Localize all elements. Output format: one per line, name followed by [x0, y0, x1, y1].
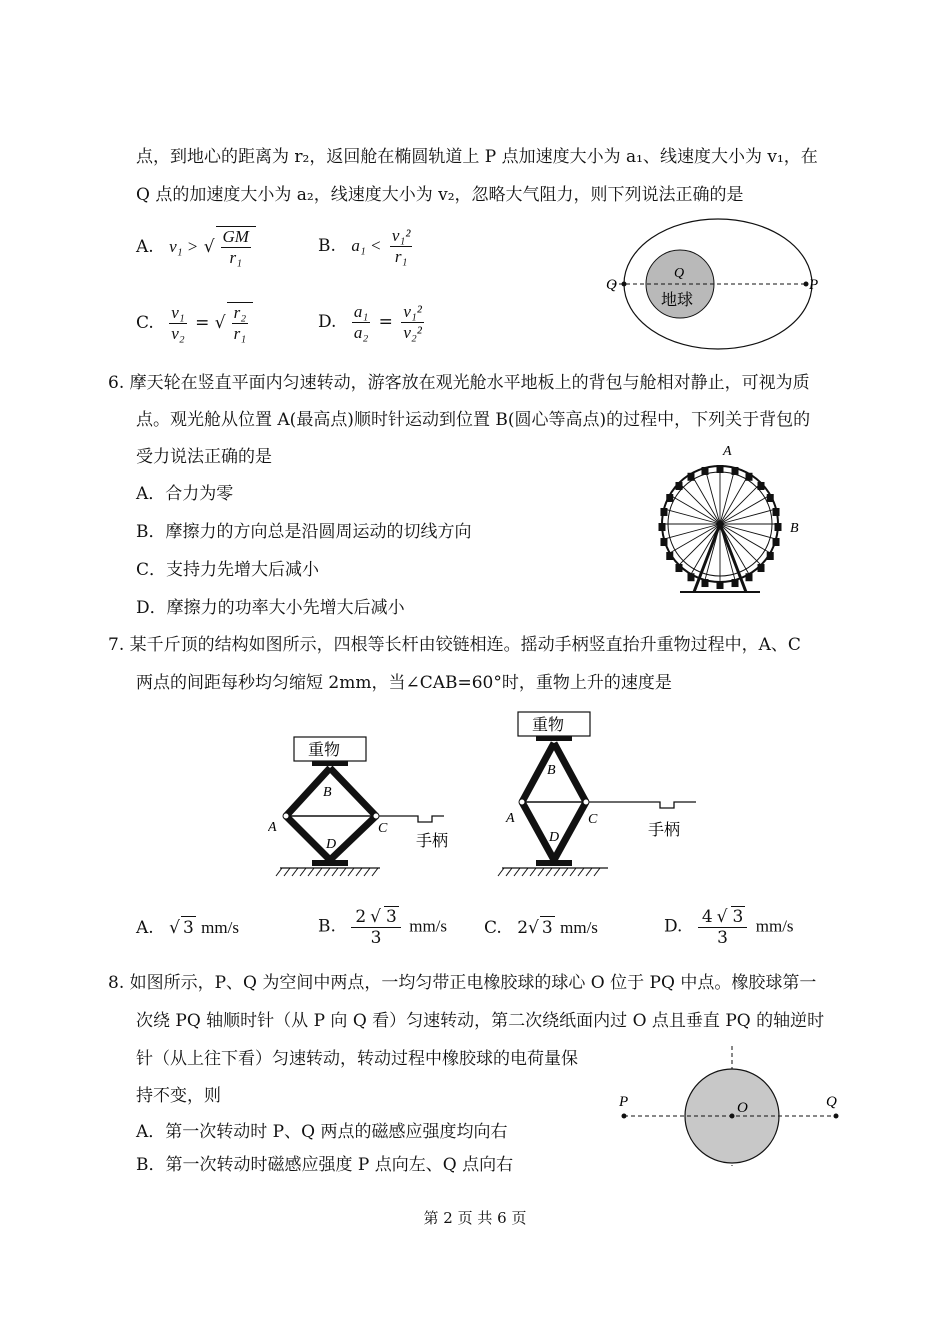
gondola: [666, 494, 673, 502]
equals-sign: =: [378, 312, 393, 332]
hatch-mark: [554, 868, 560, 876]
option-label: C.: [136, 313, 154, 333]
q7-option-a[interactable]: A. √ 3 mm/s: [136, 918, 239, 938]
gondola: [675, 564, 682, 572]
point-p-dot: [804, 282, 809, 287]
hatch-mark: [316, 868, 322, 876]
gondola: [675, 482, 682, 490]
fraction-numerator: v₁: [171, 303, 185, 322]
point-q-dot: [834, 1114, 839, 1119]
hinge-a: [283, 813, 289, 819]
ground-hatching: [276, 868, 600, 876]
gondola: [758, 564, 765, 572]
q8-option-b[interactable]: B．第一次转动时磁感应强度 P 点向左、Q 点向右: [136, 1155, 514, 1175]
fraction-denominator: v₂²: [403, 323, 422, 342]
gondola: [660, 538, 667, 546]
fraction-numerator: a₁: [353, 302, 369, 321]
hatch-mark: [570, 868, 576, 876]
gondola: [701, 579, 708, 587]
unit: mm/s: [560, 918, 598, 937]
q6-line-1: 6. 摩天轮在竖直平面内匀速转动，游客放在观光舱水平地板上的背包与舱相对静止，可视为质: [108, 373, 810, 393]
fraction-numerator: r₂: [233, 303, 247, 322]
wheel-spoke: [720, 509, 776, 524]
option-label: D.: [664, 916, 683, 937]
q7-option-c[interactable]: C. 2√ 3 mm/s: [484, 918, 598, 938]
fraction-denominator: r₁: [233, 324, 247, 343]
coefficient: 4: [701, 907, 713, 927]
hatch-mark: [522, 868, 528, 876]
point-q-dot: [622, 282, 627, 287]
q8-line-4: 持不变，则: [136, 1086, 221, 1106]
label-q-left: Q: [606, 277, 617, 293]
q7-option-b[interactable]: B. $\frac{2 √ 3}{3}$ mm/s: [318, 907, 448, 948]
hatch-mark: [498, 868, 504, 876]
hatch-mark: [300, 868, 306, 876]
label-d: D: [549, 830, 560, 845]
wheel-spoke: [664, 524, 720, 539]
label-a: A: [506, 811, 515, 826]
unit: mm/s: [409, 916, 448, 936]
option-label: A.: [136, 237, 154, 257]
hatch-mark: [562, 868, 568, 876]
ferris-wheel: [659, 465, 782, 592]
option-label: A.: [136, 918, 154, 938]
gondola: [767, 552, 774, 560]
q8-line-2: 次绕 PQ 轴顺时针（从 P 向 Q 看）匀速转动，第二次绕纸面内过 O 点且垂直 PQ 的轴逆时: [136, 1011, 825, 1031]
jack-left: [268, 737, 448, 868]
gondola: [767, 494, 774, 502]
hatch-mark: [332, 868, 338, 876]
q6-option-d[interactable]: D．摩擦力的功率大小先增大后减小: [136, 598, 405, 618]
jack-figure: [268, 708, 708, 880]
fraction-denominator: r₁: [394, 247, 408, 266]
equals-sign: =: [195, 313, 210, 333]
gondola: [746, 573, 753, 581]
rod: [330, 816, 376, 860]
option-lhs: v₁ >: [169, 237, 199, 256]
hatch-mark: [284, 868, 290, 876]
option-label: C.: [484, 918, 502, 938]
base-plate: [312, 860, 348, 866]
gondola: [666, 552, 673, 560]
fraction-denominator: 3: [370, 928, 382, 948]
q6-line-3: 受力说法正确的是: [136, 447, 272, 467]
rod: [554, 743, 586, 802]
q5-option-c[interactable]: C. $\frac{\text{v₁}}{\text{v₂}}$ = √ $\frac{\text{r₂}}{\text{r₁}}$: [136, 302, 253, 344]
gondola: [717, 465, 724, 473]
q7-line-1: 7. 某千斤顶的结构如图所示，四根等长杆由铰链相连。摇动手柄竖直抬升重物过程中，A、C: [108, 635, 801, 655]
label-handle: 手柄: [648, 822, 681, 839]
gondola: [775, 523, 782, 531]
top-plate: [312, 761, 348, 766]
ferris-wheel-figure: [650, 440, 810, 600]
q6-option-a[interactable]: A．合力为零: [136, 484, 234, 504]
q8-line-1: 8. 如图所示，P、Q 为空间中两点，一均匀带正电橡胶球的球心 O 位于 PQ 中点。橡胶球第一: [108, 973, 817, 993]
hatch-mark: [538, 868, 544, 876]
gondola: [701, 467, 708, 475]
label-b: B: [323, 785, 332, 800]
fraction-numerator: v₁²: [403, 302, 422, 321]
gondola: [688, 473, 695, 481]
fraction-denominator: a₂: [353, 323, 369, 342]
wheel-spoke: [720, 468, 735, 524]
option-label: B.: [318, 916, 336, 937]
label-p: P: [619, 1094, 629, 1110]
label-c: C: [378, 821, 388, 836]
hatch-mark: [530, 868, 536, 876]
rod: [330, 768, 376, 816]
hub: [717, 521, 723, 527]
q7-line-2: 两点的间距每秒均匀缩短 2mm，当∠CAB=60°时，重物上升的速度是: [136, 673, 672, 693]
gondola: [773, 538, 780, 546]
radicand: 3: [541, 918, 553, 938]
label-p: P: [809, 277, 819, 293]
q5-option-b[interactable]: [318, 226, 415, 267]
q8-option-a[interactable]: A．第一次转动时 P、Q 两点的磁感应强度均向右: [136, 1122, 508, 1142]
option-label: B.: [318, 236, 336, 256]
q8-line-3: 针（从上往下看）匀速转动，转动过程中橡胶球的电荷量保: [136, 1049, 578, 1069]
orbit-figure: [606, 212, 826, 358]
hatch-mark: [514, 868, 520, 876]
wheel-spoke: [705, 468, 720, 524]
label-q: Q: [826, 1094, 837, 1110]
q6-line-2: 点。观光舱从位置 A(最高点)顺时针运动到位置 B(圆心等高点)的过程中，下列关于背包的: [136, 410, 811, 430]
gondola: [746, 473, 753, 481]
q6-option-c[interactable]: C．支持力先增大后减小: [136, 560, 320, 580]
hatch-mark: [546, 868, 552, 876]
q5-line-1: 点，到地心的距离为 r₂，返回舱在椭圆轨道上 P 点加速度大小为 a₁、线速度大小为 v₁，在: [136, 147, 818, 167]
label-handle: 手柄: [416, 833, 449, 850]
q6-option-b[interactable]: B．摩擦力的方向总是沿圆周运动的切线方向: [136, 522, 472, 542]
label-weight: 重物: [532, 717, 565, 734]
unit: mm/s: [755, 916, 794, 936]
coefficient: 2: [355, 907, 367, 927]
label-b: B: [547, 763, 556, 778]
hatch-mark: [372, 868, 378, 876]
gondola: [732, 579, 739, 587]
hinge-c: [373, 813, 379, 819]
radicand: 3: [385, 907, 397, 927]
hatch-mark: [292, 868, 298, 876]
option-label: D.: [318, 312, 337, 332]
hatch-mark: [340, 868, 346, 876]
hatch-mark: [364, 868, 370, 876]
hatch-mark: [348, 868, 354, 876]
rubber-ball-figure: [612, 1046, 848, 1168]
point-p-dot: [622, 1114, 627, 1119]
hatch-mark: [324, 868, 330, 876]
gondola: [732, 467, 739, 475]
label-a: A: [723, 444, 732, 459]
coefficient: 2: [517, 918, 529, 938]
gondola: [758, 482, 765, 490]
hatch-mark: [276, 868, 282, 876]
hatch-mark: [586, 868, 592, 876]
rod: [286, 816, 330, 860]
radicand: 3: [182, 918, 194, 938]
option-lhs: a₁ <: [351, 236, 382, 255]
fraction-numerator: v₁²: [391, 226, 411, 245]
unit: mm/s: [201, 918, 239, 937]
label-o: O: [737, 1100, 748, 1116]
gondola: [659, 523, 666, 531]
hatch-mark: [308, 868, 314, 876]
label-d: D: [326, 837, 337, 852]
q5-line-2: Q 点的加速度大小为 a₂，线速度大小为 v₂，忽略大气阻力，则下列说法正确的是: [136, 185, 744, 205]
radicand: 3: [732, 907, 744, 927]
jack-right: [502, 712, 696, 868]
hinge-a: [519, 799, 525, 805]
point-o-dot: [730, 1114, 735, 1119]
gondola: [660, 508, 667, 516]
label-a: A: [268, 820, 277, 835]
hatch-mark: [578, 868, 584, 876]
q5-option-d[interactable]: [318, 302, 427, 343]
gondola: [688, 573, 695, 581]
gondola: [717, 581, 724, 589]
page-footer: 第 2 页 共 6 页: [423, 1209, 527, 1227]
hatch-mark: [506, 868, 512, 876]
wheel-spoke: [664, 509, 720, 524]
q5-option-a[interactable]: A. v₁ > √ $\frac{GM}{\text{r₁}}$: [136, 226, 256, 268]
hatch-mark: [356, 868, 362, 876]
label-c: C: [588, 812, 598, 827]
label-weight: 重物: [308, 742, 341, 759]
fraction-denominator: r₁: [229, 248, 243, 267]
hatch-mark: [594, 868, 600, 876]
hinge-c: [583, 799, 589, 805]
wheel-spoke: [720, 524, 776, 539]
label-q-center: Q: [674, 266, 685, 281]
fraction-numerator: GM: [222, 227, 249, 246]
fraction-denominator: v₂: [171, 324, 185, 343]
handle: [586, 802, 696, 808]
label-earth: 地球: [661, 292, 694, 309]
fraction-denominator: 3: [717, 928, 728, 948]
q7-option-d[interactable]: D. $\frac{4 √ 3}{3}$ mm/s: [664, 907, 794, 948]
gondola: [773, 508, 780, 516]
base-plate: [536, 860, 572, 866]
label-b: B: [790, 521, 799, 536]
top-plate: [536, 736, 572, 741]
